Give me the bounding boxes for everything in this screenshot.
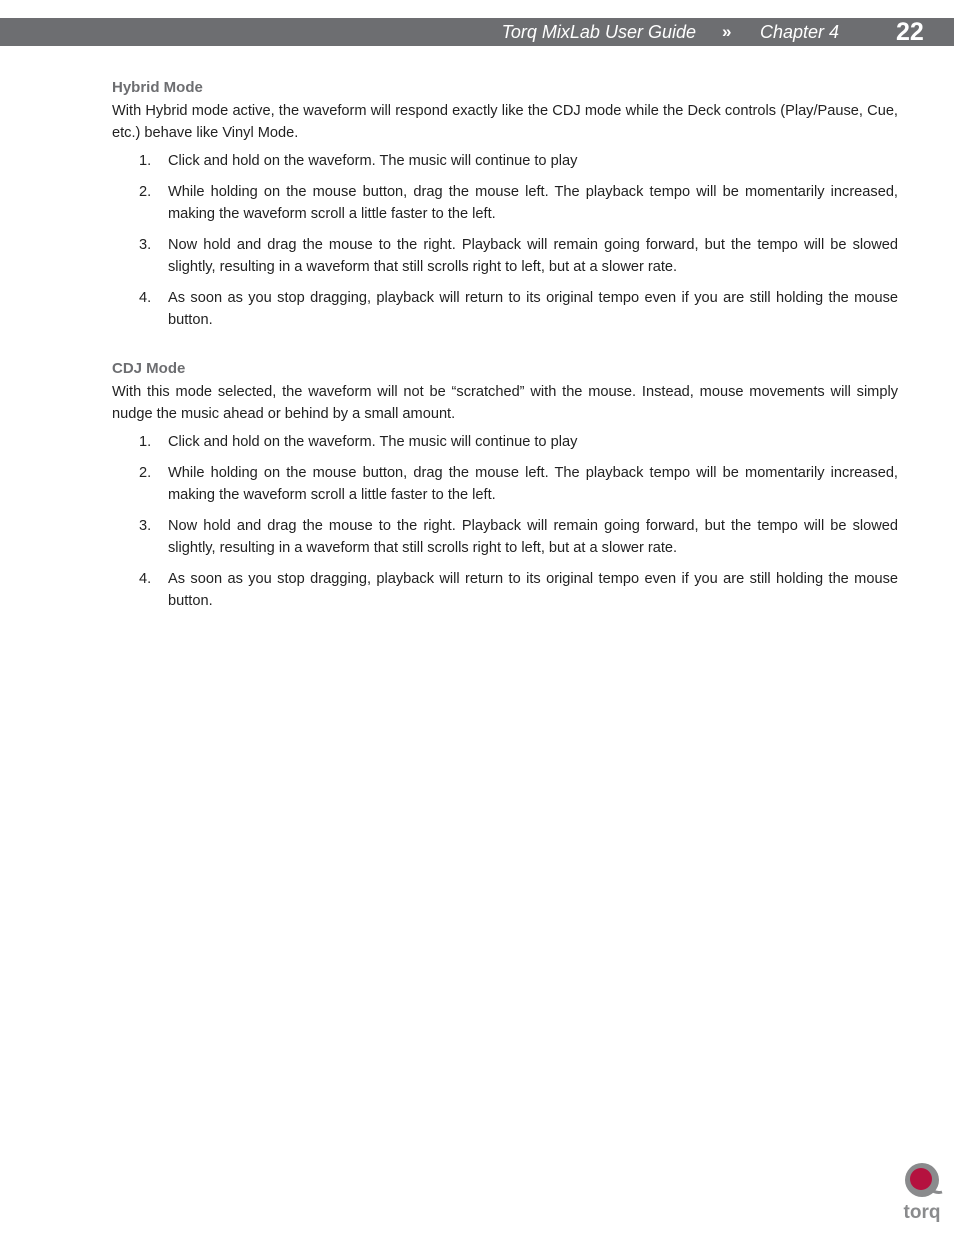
section-cdj-mode: [112, 359, 898, 612]
chapter-label: Chapter 4: [760, 22, 840, 42]
steps-list: [112, 431, 898, 612]
list-item: [112, 150, 898, 172]
list-item: [112, 431, 898, 453]
list-item: [112, 234, 898, 278]
step-number: 2.: [139, 184, 152, 200]
list-item: [112, 515, 898, 559]
step-text: Click and hold on the waveform. The music will continue to play: [168, 434, 578, 450]
section-heading: Hybrid Mode: [112, 79, 203, 96]
steps-list: [112, 150, 898, 331]
section-heading: CDJ Mode: [112, 360, 186, 377]
step-number: 3.: [139, 518, 152, 534]
page-content: [112, 78, 898, 621]
step-text: Now hold and drag the mouse to the right. Playback will remain going forward, but the tempo will be slowed slightly, resulting in a waveform that still scrolls right to left, but at a slower rate.: [168, 518, 898, 556]
step-number: 4.: [139, 571, 152, 587]
section-intro: With Hybrid mode active, the waveform will respond exactly like the CDJ mode while the Deck controls (Play/Pause, Cue, etc.) behave like Vinyl Mode.: [112, 103, 898, 141]
step-text: Click and hold on the waveform. The music will continue to play: [168, 153, 578, 169]
step-number: 3.: [139, 237, 152, 253]
list-item: [112, 568, 898, 612]
step-number: 4.: [139, 290, 152, 306]
step-text: While holding on the mouse button, drag the mouse left. The playback tempo will be momentarily increased, making the waveform scroll a little faster to the left.: [168, 184, 898, 222]
section-hybrid-mode: [112, 78, 898, 331]
torq-logo-icon: [898, 1160, 946, 1224]
page-number: 22: [896, 18, 924, 46]
step-number: 1.: [139, 153, 152, 169]
step-number: 1.: [139, 434, 152, 450]
list-item: [112, 462, 898, 506]
step-text: As soon as you stop dragging, playback will return to its original tempo even if you are still holding the mouse button.: [168, 290, 898, 328]
section-spacer: [112, 340, 898, 359]
list-item: [112, 181, 898, 225]
step-number: 2.: [139, 465, 152, 481]
step-text: Now hold and drag the mouse to the right. Playback will remain going forward, but the tempo will be slowed slightly, resulting in a waveform that still scrolls right to left, but at a slower rate.: [168, 237, 898, 275]
list-item: [112, 287, 898, 331]
section-intro: With this mode selected, the waveform will not be “scratched” with the mouse. Instead, mouse movements will simply nudge the music ahead or behind by a small amount.: [112, 384, 898, 422]
breadcrumb-separator: »: [722, 22, 732, 41]
guide-title: Torq MixLab User Guide: [501, 22, 696, 42]
torq-wordmark: torq: [903, 1202, 941, 1223]
step-text: As soon as you stop dragging, playback will return to its original tempo even if you are still holding the mouse button.: [168, 571, 898, 609]
step-text: While holding on the mouse button, drag the mouse left. The playback tempo will be momentarily increased, making the waveform scroll a little faster to the left.: [168, 465, 898, 503]
